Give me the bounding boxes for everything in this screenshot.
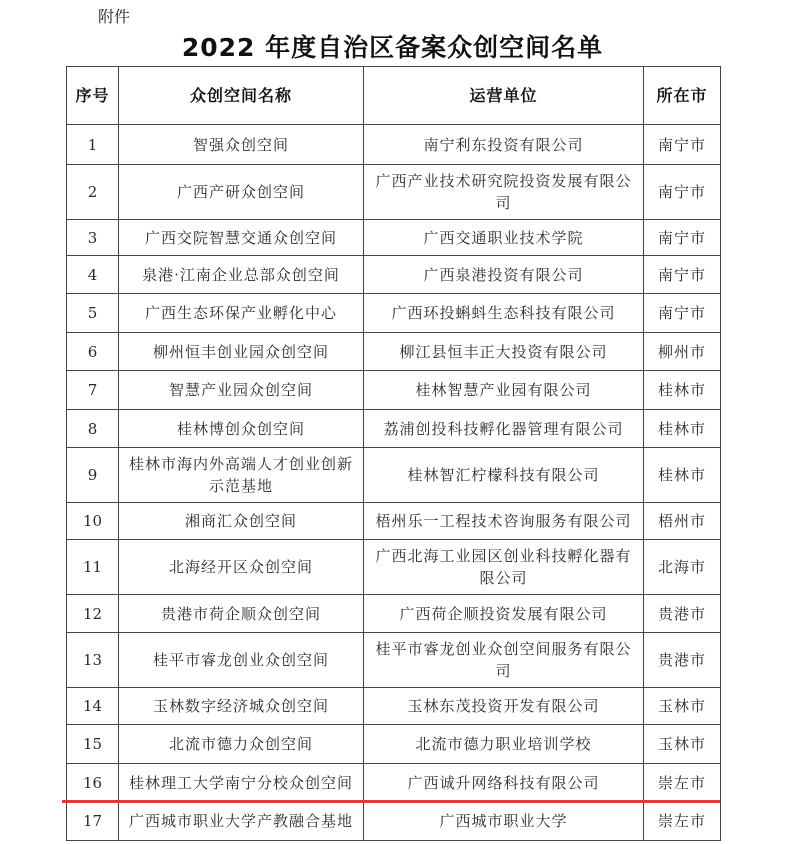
operator-name: 桂平市睿龙创业众创空间服务有限公司 (364, 633, 644, 688)
table-row (67, 165, 721, 220)
row-no: 15 (67, 725, 119, 764)
row-no: 4 (67, 256, 119, 294)
operator-name: 北流市德力职业培训学校 (364, 725, 644, 764)
space-name: 北流市德力众创空间 (119, 725, 364, 764)
city-name: 玉林市 (644, 688, 721, 725)
space-name: 智慧产业园众创空间 (119, 371, 364, 410)
operator-name: 南宁利东投资有限公司 (364, 125, 644, 165)
city-name: 南宁市 (644, 256, 721, 294)
row-no: 3 (67, 220, 119, 256)
row-no: 16 (67, 764, 119, 802)
table-row (67, 688, 721, 725)
row-no: 5 (67, 294, 119, 333)
table-row (67, 595, 721, 633)
red-underline-mark (62, 800, 720, 803)
city-name: 南宁市 (644, 220, 721, 256)
table-row (67, 448, 721, 503)
city-name: 桂林市 (644, 371, 721, 410)
city-name: 南宁市 (644, 125, 721, 165)
row-no: 17 (67, 802, 119, 841)
city-name: 桂林市 (644, 410, 721, 448)
table-row (67, 371, 721, 410)
city-name: 崇左市 (644, 764, 721, 802)
operator-name: 柳江县恒丰正大投资有限公司 (364, 333, 644, 371)
space-name: 广西产研众创空间 (119, 165, 364, 220)
space-name: 桂林博创众创空间 (119, 410, 364, 448)
column-header-name: 众创空间名称 (119, 67, 364, 125)
space-name: 北海经开区众创空间 (119, 540, 364, 595)
table-row (67, 333, 721, 371)
operator-name: 广西产业技术研究院投资发展有限公司 (364, 165, 644, 220)
table-row (67, 220, 721, 256)
row-no: 1 (67, 125, 119, 165)
city-name: 贵港市 (644, 633, 721, 688)
column-header-no: 序号 (67, 67, 119, 125)
table-row (67, 802, 721, 841)
operator-name: 广西荷企顺投资发展有限公司 (364, 595, 644, 633)
operator-name: 广西北海工业园区创业科技孵化器有限公司 (364, 540, 644, 595)
table-row (67, 503, 721, 540)
page-title: 2022 年度自治区备案众创空间名单 (181, 33, 604, 62)
operator-name: 桂林智汇柠檬科技有限公司 (364, 448, 644, 503)
operator-name: 广西城市职业大学 (364, 802, 644, 841)
operator-name: 广西环投蝌蚪生态科技有限公司 (364, 294, 644, 333)
row-no: 13 (67, 633, 119, 688)
row-no: 2 (67, 165, 119, 220)
space-name: 柳州恒丰创业园众创空间 (119, 333, 364, 371)
space-name: 玉林数字经济城众创空间 (119, 688, 364, 725)
operator-name: 梧州乐一工程技术咨询服务有限公司 (364, 503, 644, 540)
row-no: 6 (67, 333, 119, 371)
row-no: 9 (67, 448, 119, 503)
table-row (67, 633, 721, 688)
operator-name: 玉林东茂投资开发有限公司 (364, 688, 644, 725)
table-row (67, 256, 721, 294)
table-row (67, 125, 721, 165)
space-name: 湘商汇众创空间 (119, 503, 364, 540)
column-header-operator: 运营单位 (364, 67, 644, 125)
city-name: 桂林市 (644, 448, 721, 503)
space-name: 桂林理工大学南宁分校众创空间 (119, 764, 364, 802)
space-name: 智强众创空间 (119, 125, 364, 165)
table-row (67, 294, 721, 333)
city-name: 柳州市 (644, 333, 721, 371)
table-row (67, 540, 721, 595)
operator-name: 广西泉港投资有限公司 (364, 256, 644, 294)
column-header-city: 所在市 (644, 67, 721, 125)
space-name: 贵港市荷企顺众创空间 (119, 595, 364, 633)
operator-name: 桂林智慧产业园有限公司 (364, 371, 644, 410)
space-name: 桂林市海内外高端人才创业创新示范基地 (119, 448, 364, 503)
attachment-label: 附件 (98, 7, 131, 26)
space-name: 桂平市睿龙创业众创空间 (119, 633, 364, 688)
city-name: 南宁市 (644, 165, 721, 220)
incubator-list-table (66, 66, 721, 841)
space-name: 泉港·江南企业总部众创空间 (119, 256, 364, 294)
city-name: 崇左市 (644, 802, 721, 841)
city-name: 玉林市 (644, 725, 721, 764)
row-no: 11 (67, 540, 119, 595)
operator-name: 广西诚升网络科技有限公司 (364, 764, 644, 802)
city-name: 南宁市 (644, 294, 721, 333)
operator-name: 广西交通职业技术学院 (364, 220, 644, 256)
table-row (67, 725, 721, 764)
space-name: 广西生态环保产业孵化中心 (119, 294, 364, 333)
city-name: 北海市 (644, 540, 721, 595)
space-name: 广西交院智慧交通众创空间 (119, 220, 364, 256)
operator-name: 荔浦创投科技孵化器管理有限公司 (364, 410, 644, 448)
row-no: 14 (67, 688, 119, 725)
table-header-row (67, 67, 721, 125)
table-row (67, 410, 721, 448)
space-name: 广西城市职业大学产教融合基地 (119, 802, 364, 841)
city-name: 贵港市 (644, 595, 721, 633)
table-row (67, 764, 721, 802)
row-no: 12 (67, 595, 119, 633)
table-body (67, 125, 721, 841)
row-no: 10 (67, 503, 119, 540)
row-no: 7 (67, 371, 119, 410)
city-name: 梧州市 (644, 503, 721, 540)
row-no: 8 (67, 410, 119, 448)
